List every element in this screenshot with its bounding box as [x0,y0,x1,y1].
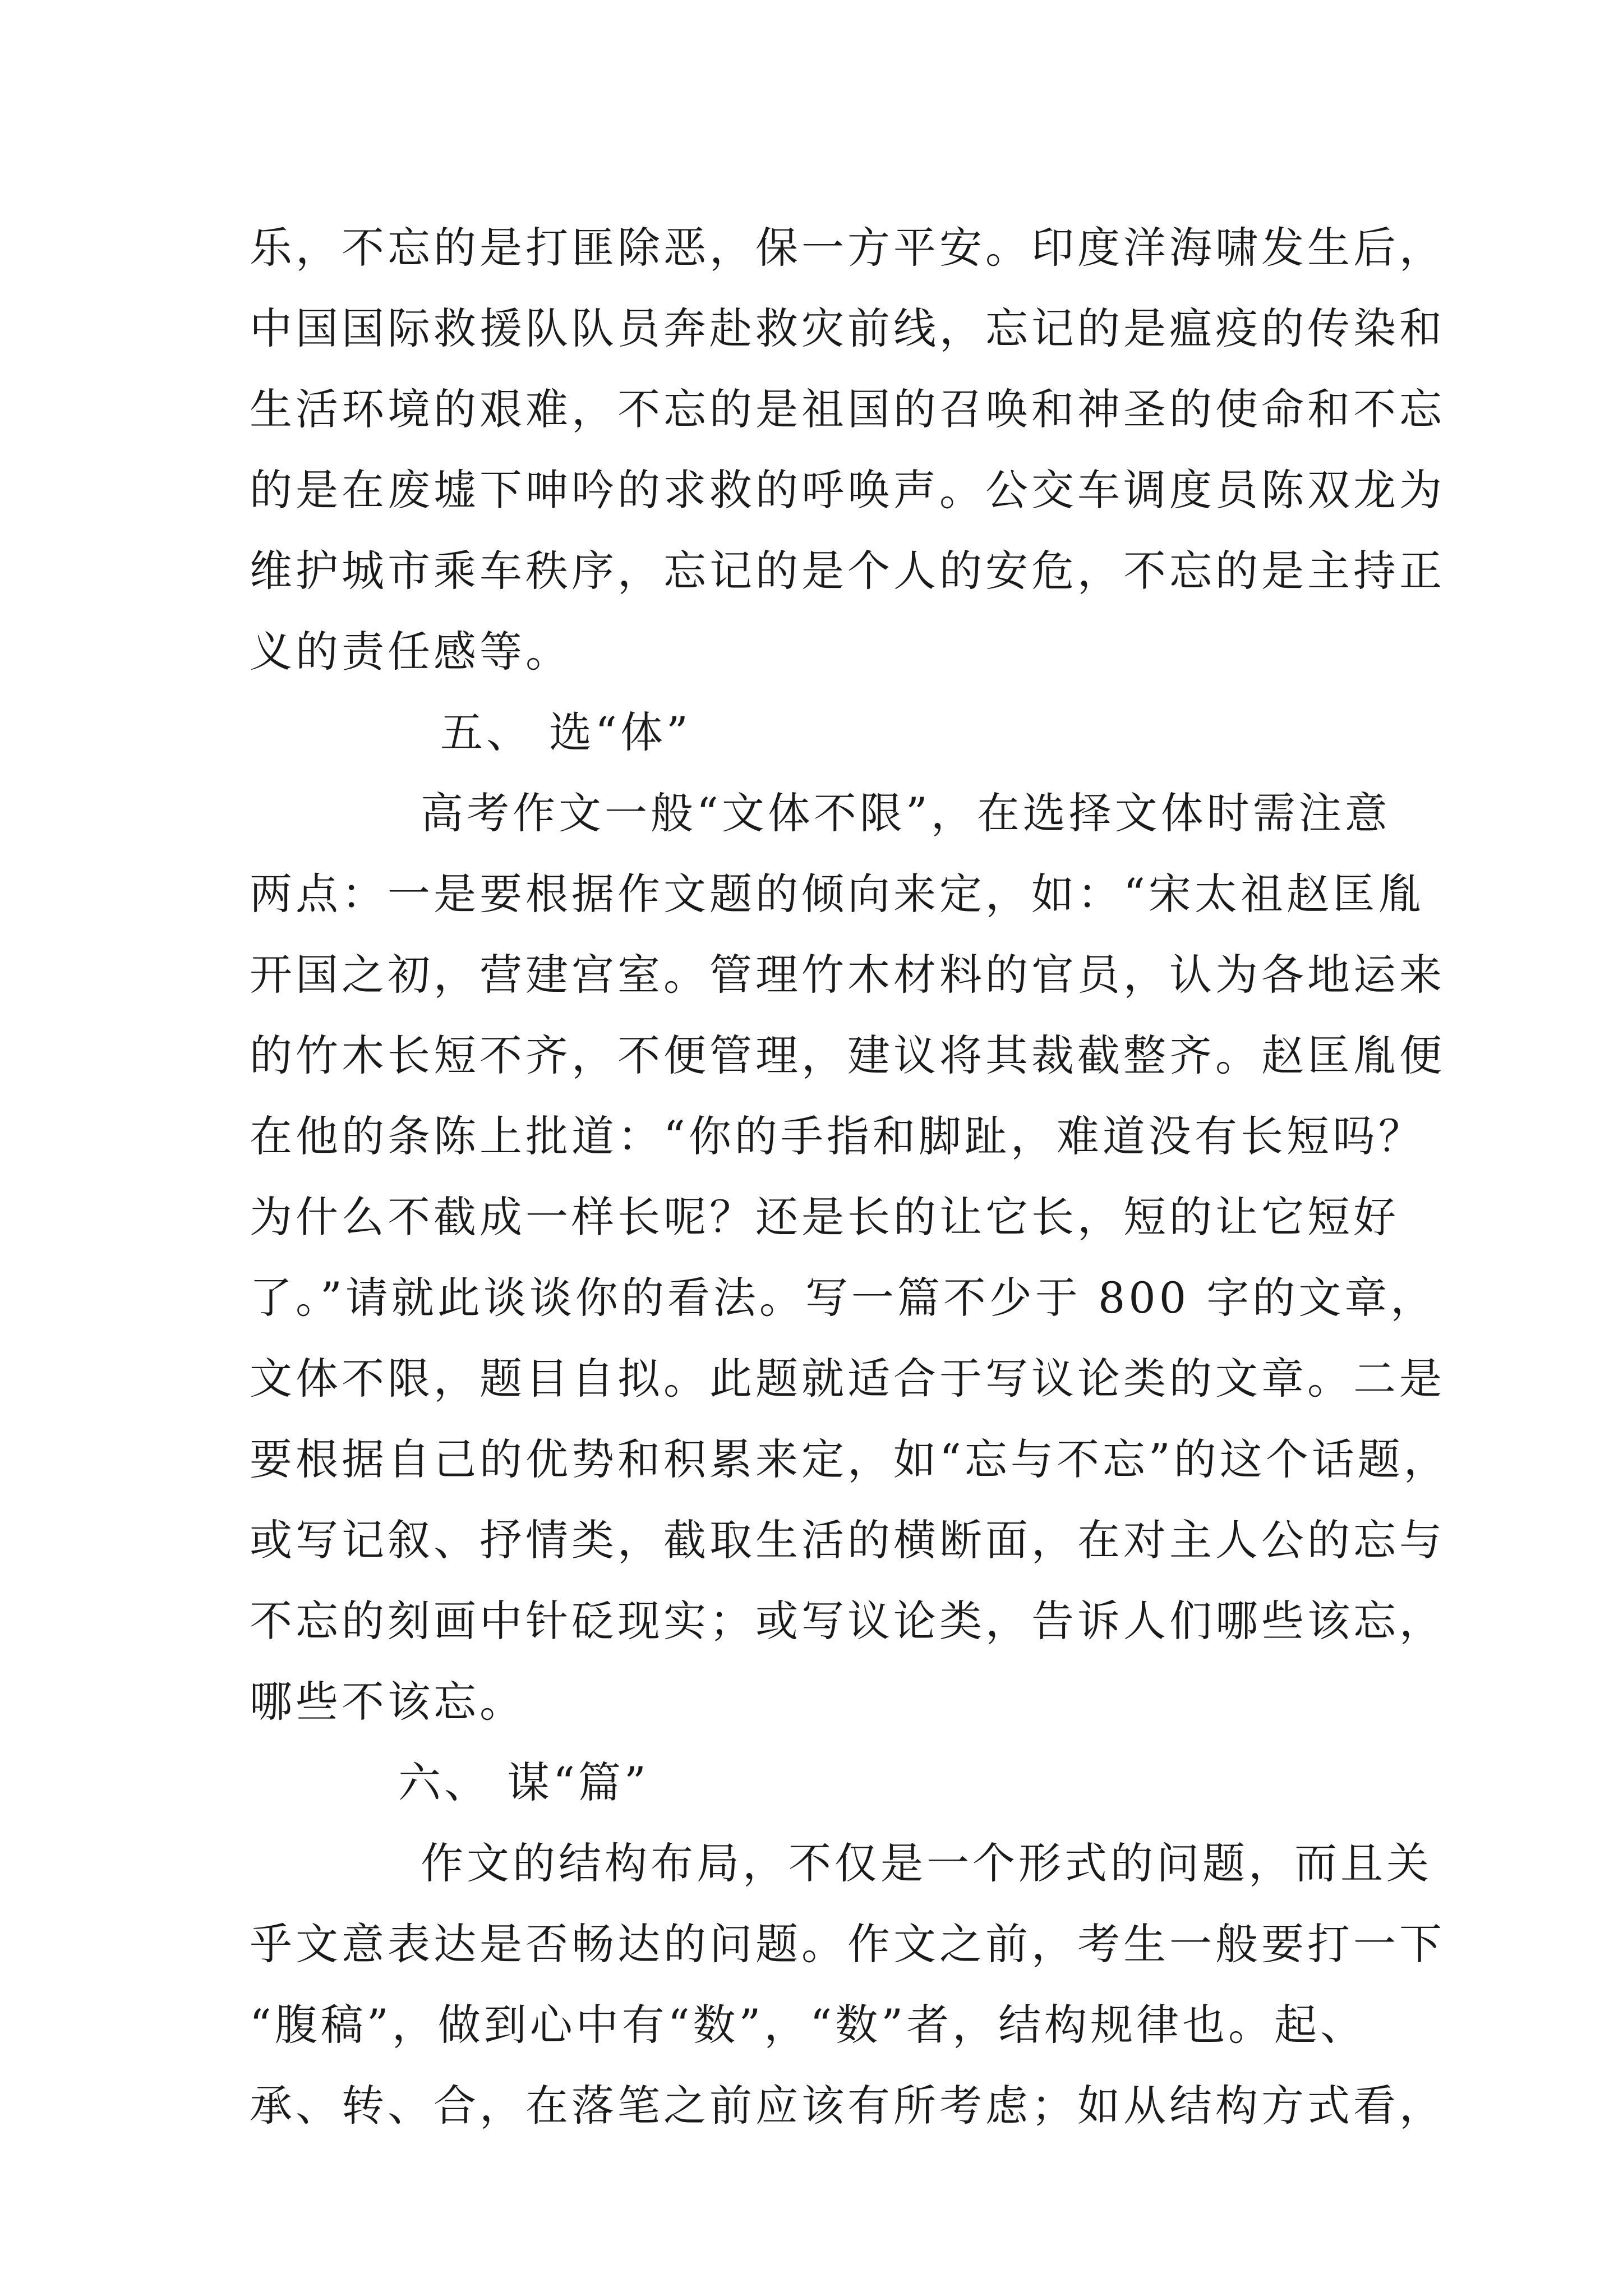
text-line: 开国之初，营建宫室。管理竹木材料的官员，认为各地运来 [250,950,1445,1000]
text-line: 中国国际救援队队员奔赴救灾前线，忘记的是瘟疫的传染和 [250,303,1445,353]
text-line: 为什么不截成一样长呢？还是长的让它长，短的让它短好 [250,1192,1399,1242]
text-line: 乎文意表达是否畅达的问题。作文之前，考生一般要打一下 [250,1919,1445,1969]
text-line: 生活环境的艰难，不忘的是祖国的召唤和神圣的使命和不忘 [250,384,1445,434]
text-line: 两点：一是要根据作文题的倾向来定，如：“宋太祖赵匡胤 [250,869,1424,919]
text-line: 的竹木长短不齐，不便管理，建议将其裁截整齐。赵匡胤便 [250,1030,1445,1080]
paragraph-first-line: 作文的结构布局，不仅是一个形式的问题，而且关 [421,1838,1432,1888]
text-line: 承、转、合，在落笔之前应该有所考虑；如从结构方式看， [250,2081,1445,2131]
text-line: 不忘的刻画中针砭现实；或写议论类，告诉人们哪些该忘， [250,1596,1445,1646]
text-line: 哪些不该忘。 [250,1677,525,1727]
text-line: “腹稿”，做到心中有“数”，“数”者，结构规律也。起、 [250,2000,1367,2050]
text-line: 了。”请就此谈谈你的看法。写一篇不少于 800 字的文章， [250,1273,1437,1323]
text-line: 文体不限，题目自拟。此题就适合于写议论类的文章。二是 [250,1354,1445,1404]
text-line: 要根据自己的优势和积累来定，如“忘与不忘”的这个话题， [250,1434,1450,1484]
text-line: 义的责任感等。 [250,627,571,677]
text-line: 维护城市乘车秩序，忘记的是个人的安危，不忘的是主持正 [250,546,1445,596]
paragraph-first-line: 高考作文一般“文体不限”，在选择文体时需注意 [421,788,1391,838]
section-heading: 五、 选“体” [440,707,691,757]
text-line: 或写记叙、抒情类，截取生活的横断面，在对主人公的忘与 [250,1515,1445,1565]
text-line: 的是在废墟下呻吟的求救的呼唤声。公交车调度员陈双龙为 [250,465,1445,515]
text-line: 乐，不忘的是打匪除恶，保一方平安。印度洋海啸发生后， [250,223,1445,273]
section-heading: 六、 谋“篇” [398,1757,649,1807]
text-line: 在他的条陈上批道：“你的手指和脚趾，难道没有长短吗？ [250,1111,1424,1161]
